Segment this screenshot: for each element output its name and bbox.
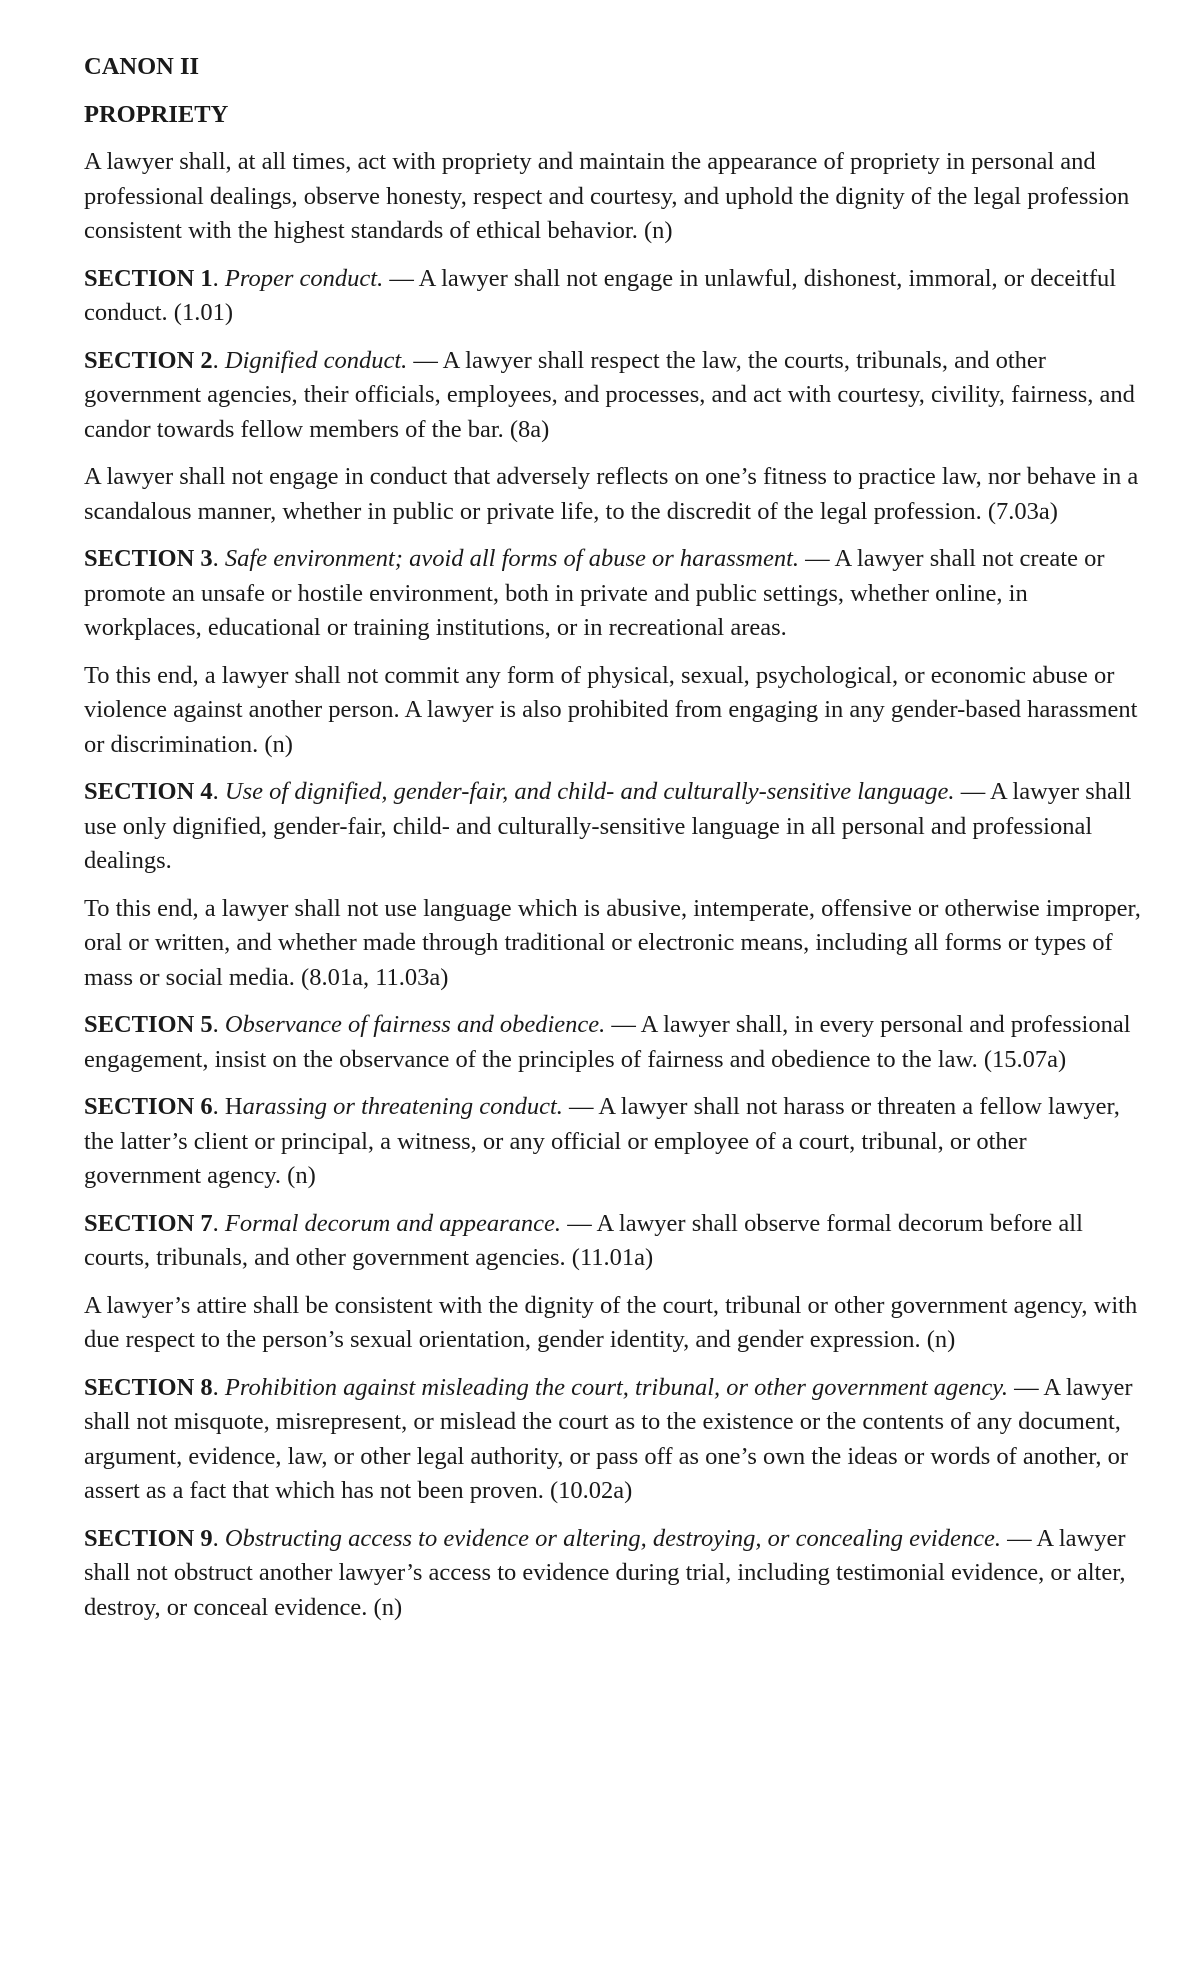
section-6-title-prefix: H: [224, 1093, 243, 1120]
section-6-label: SECTION 6: [84, 1093, 213, 1120]
section-8-paragraph: SECTION 8. Prohibition against misleading the court, tribunal, or other government agency. — A lawyer shall not misquote, misrepresent, or mislead the court as to the existence or the contents of any document, argument, evidence, law, or other legal authority, or pass off as one’s own the ideas or words of another, or assert as a fact that which has not been proven. (10.02a): [84, 1373, 1133, 1504]
section-7-paragraph: SECTION 7. Formal decorum and appearance. — A lawyer shall observe formal decorum before all courts, tribunals, and other government agencies. (11.01a): [84, 1209, 1083, 1271]
section-8-label: SECTION 8: [84, 1373, 213, 1401]
section-2-paragraph: SECTION 2. Dignified conduct. — A lawyer shall respect the law, the courts, tribunals, and other government agencies, their officials, employees, and processes, and act with courtesy, civility, fairness, and candor towards fellow members of the bar. (8a): [84, 346, 1135, 443]
section-3-body: — A lawyer shall not create or promote an unsafe or hostile environment, both in private and public settings, whether online, in workplaces, educational or training institutions, or in recreational areas.: [84, 545, 1105, 641]
section-9-body: — A lawyer shall not obstruct another lawyer’s access to evidence during trial, including testimonial evidence, or alter, destroy, or conceal evidence. (n): [84, 1524, 1126, 1621]
section-4-label: SECTION 4: [84, 778, 213, 805]
section-4-extra-paragraph: To this end, a lawyer shall not use language which is abusive, intemperate, offensive or otherwise improper, oral or written, and whether made through traditional or electronic means, including all forms or types of mass or social media. (8.01a, 11.03a): [84, 894, 1141, 991]
section-1-label: SECTION 1: [84, 264, 213, 292]
section-1-title: Proper conduct.: [224, 264, 384, 292]
section-2-extra-paragraph: A lawyer shall not engage in conduct that adversely reflects on one’s fitness to practice law, nor behave in a scandalous manner, whether in public or private life, to the discredit of the legal profession. (7.03a): [84, 463, 1139, 525]
section-9-title: Obstructing access to evidence or altering, destroying, or concealing evidence.: [224, 1524, 1001, 1552]
section-5-title: Observance of fairness and obedience.: [224, 1011, 606, 1038]
section-4-paragraph: SECTION 4. Use of dignified, gender-fair, and child- and culturally-sensitive language. — A lawyer shall use only dignified, gender-fair, child- and culturally-sensitive language in all personal and professional dealings.: [84, 778, 1132, 874]
section-6-paragraph: SECTION 6. Harassing or threatening conduct. — A lawyer shall not harass or threaten a fellow lawyer, the latter’s client or principal, a witness, or any official or employee of a court, tribunal, or other government agency. (n): [84, 1093, 1120, 1189]
section-6-body: — A lawyer shall not harass or threaten a fellow lawyer, the latter’s client or principal, a witness, or any official or employee of a court, tribunal, or other government agency. (n): [84, 1093, 1120, 1189]
section-7-title: Formal decorum and appearance.: [224, 1209, 562, 1237]
canon-intro-paragraph: A lawyer shall, at all times, act with propriety and maintain the appearance of propriety in personal and professional dealings, observe honesty, respect and courtesy, and uphold the dignity of the legal profession consistent with the highest standards of ethical behavior. (n): [84, 148, 1130, 244]
section-9-label: SECTION 9: [84, 1524, 213, 1552]
section-2-title: Dignified conduct.: [224, 346, 408, 374]
canon-heading: CANON II: [84, 53, 200, 80]
section-3-label: SECTION 3: [84, 545, 213, 572]
section-7-body: — A lawyer shall observe formal decorum before all courts, tribunals, and other government agencies. (11.01a): [84, 1209, 1083, 1271]
section-7-label: SECTION 7: [84, 1209, 213, 1237]
section-8-body: — A lawyer shall not misquote, misrepresent, or mislead the court as to the existence or the contents of any document, argument, evidence, law, or other legal authority, or pass off as one’s own the ideas or words of another, or assert as a fact that which has not been proven. (10.02a): [84, 1373, 1133, 1504]
section-3-title: Safe environment; avoid all forms of abuse or harassment.: [224, 545, 800, 572]
section-5-paragraph: SECTION 5. Observance of fairness and obedience. — A lawyer shall, in every personal and professional engagement, insist on the observance of the principles of fairness and obedience to the law. (15.07a): [84, 1011, 1131, 1073]
section-3-extra-paragraph: To this end, a lawyer shall not commit any form of physical, sexual, psychological, or economic abuse or violence against another person. A lawyer is also prohibited from engaging in any gender-based harassment or discrimination. (n): [84, 661, 1138, 758]
section-2-body: — A lawyer shall respect the law, the courts, tribunals, and other government agencies, their officials, employees, and processes, and act with courtesy, civility, fairness, and candor towards fellow members of the bar. (8a): [84, 346, 1135, 443]
section-4-title: Use of dignified, gender-fair, and child- and culturally-sensitive language.: [224, 778, 955, 805]
section-8-title: Prohibition against misleading the court, tribunal, or other government agency.: [224, 1373, 1008, 1401]
section-5-label: SECTION 5: [84, 1011, 213, 1038]
section-3-paragraph: SECTION 3. Safe environment; avoid all forms of abuse or harassment. — A lawyer shall not create or promote an unsafe or hostile environment, both in private and public settings, whether online, in workplaces, educational or training institutions, or in recreational areas.: [84, 545, 1105, 641]
section-7-extra-paragraph: A lawyer’s attire shall be consistent with the dignity of the court, tribunal or other government agency, with due respect to the person’s sexual orientation, gender identity, and gender expression. (n): [84, 1291, 1138, 1353]
document-page: [84, 50, 1144, 1638]
canon-title: PROPRIETY: [84, 100, 229, 128]
section-1-body: — A lawyer shall not engage in unlawful, dishonest, immoral, or deceitful conduct. (1.01): [84, 264, 1117, 326]
section-1-paragraph: SECTION 1. Proper conduct. — A lawyer shall not engage in unlawful, dishonest, immoral, or deceitful conduct. (1.01): [84, 264, 1117, 326]
section-9-paragraph: SECTION 9. Obstructing access to evidence or altering, destroying, or concealing evidence. — A lawyer shall not obstruct another lawyer’s access to evidence during trial, including testimonial evidence, or alter, destroy, or conceal evidence. (n): [84, 1524, 1126, 1621]
section-4-body: — A lawyer shall use only dignified, gender-fair, child- and culturally-sensitive language in all personal and professional dealings.: [84, 778, 1132, 874]
section-2-label: SECTION 2: [84, 346, 213, 374]
section-6-title: arassing or threatening conduct.: [242, 1093, 563, 1120]
section-5-body: — A lawyer shall, in every personal and professional engagement, insist on the observance of the principles of fairness and obedience to the law. (15.07a): [84, 1011, 1131, 1073]
